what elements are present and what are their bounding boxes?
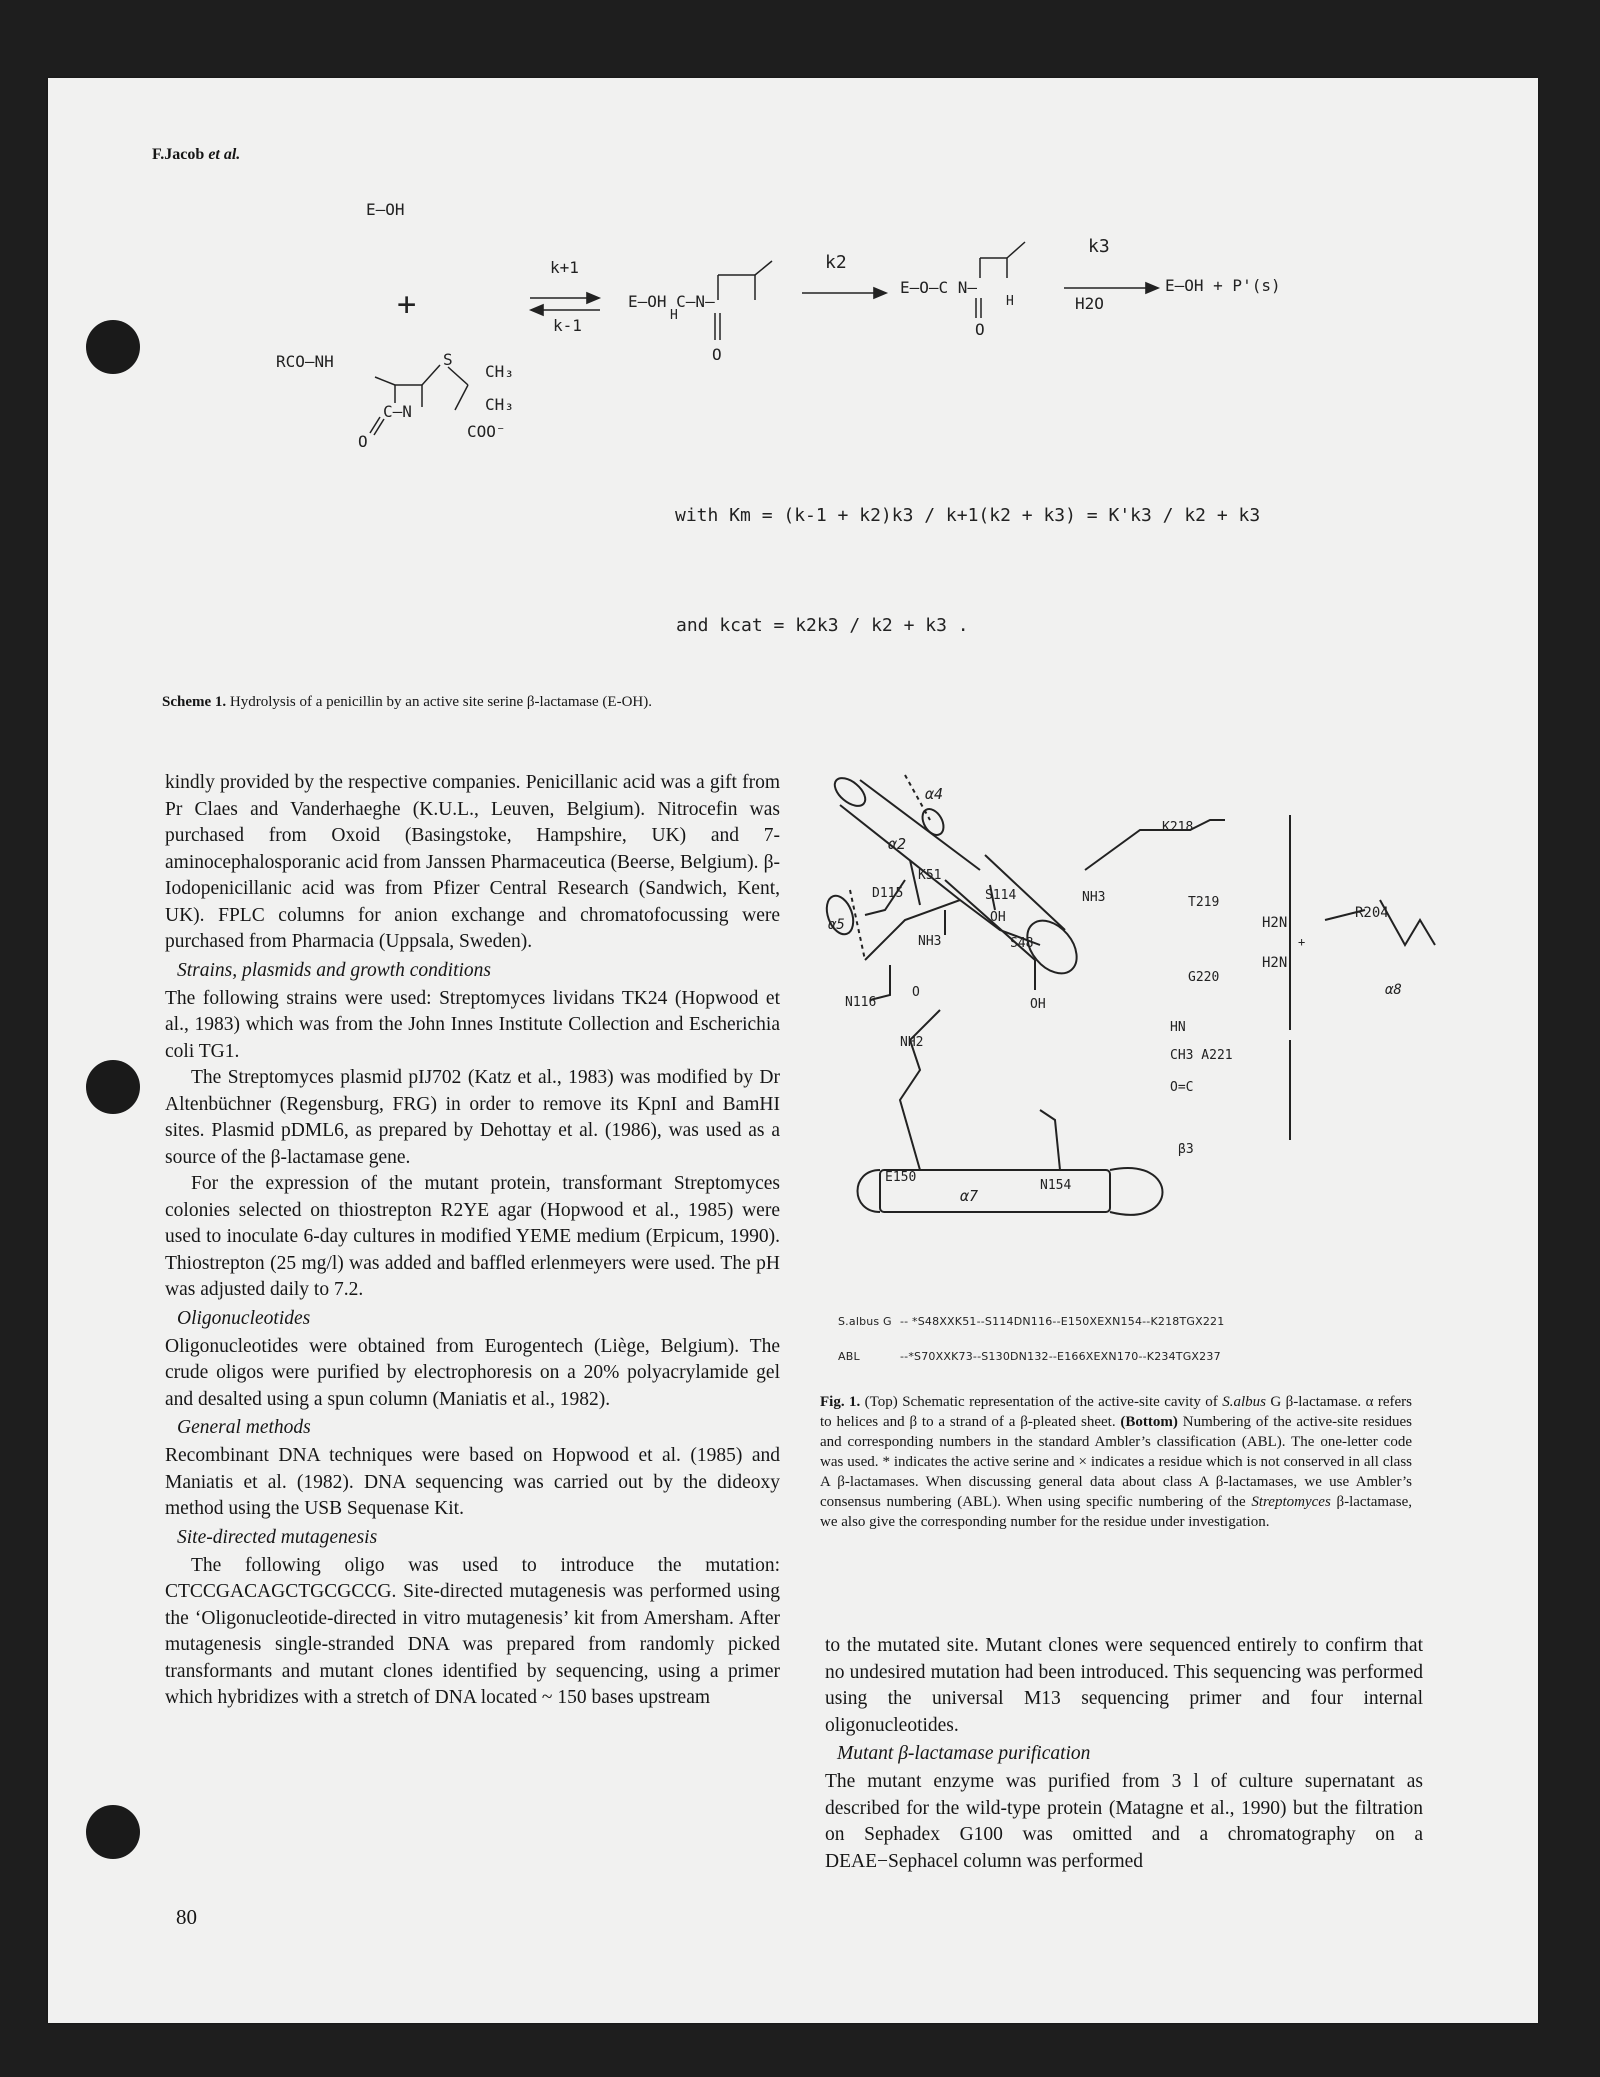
enzyme-label: E—OH — [366, 200, 405, 219]
fig-label-a4: α4 — [925, 785, 944, 803]
substrate-o: O — [358, 432, 368, 451]
paragraph: For the expression of the mutant protein, transformant Streptomyces colonies selected on thiostrepton R2YE agar (Hopwood et al., 1985) were used to inoculate 6-day cultures in modified YEME medium (Erpicum, 1990). Thiostrepton (25 mg/l) was added and baffled erlenmeyers were used. The pH was adjusted daily to 7.2. — [165, 1173, 780, 1300]
page-number: 80 — [176, 1905, 197, 1929]
seq-abl-label: ABL — [838, 1350, 860, 1363]
substrate-coo: COO⁻ — [467, 422, 506, 441]
active-site-schematic — [810, 760, 1440, 1230]
section-heading: Site-directed mutagenesis — [177, 1526, 378, 1548]
running-head: F.Jacob et al. — [152, 146, 241, 163]
complex-h: H — [670, 308, 678, 323]
fig-label-r204: R204 — [1355, 905, 1389, 921]
products-label: E—OH + P'(s) — [1165, 276, 1281, 295]
paragraph: The mutant enzyme was purified from 3 l of culture supernatant as described for the wild-type protein (Matagne et al., 1990) but the filtration on Sephadex G100 was omitted and a chromatography on a DEAE−Sephacel column was performed — [825, 1771, 1423, 1872]
water-label: H2O — [1075, 294, 1104, 313]
substrate-ring: C—N — [383, 402, 412, 421]
acyl-ring-bonds — [965, 240, 1045, 330]
paragraph: Recombinant DNA techniques were based on Hopwood et al. (1985) and Maniatis et al. (1982). DNA sequencing was carried out by the dideoxy method using the USB Sequenase Kit. — [165, 1445, 780, 1519]
fig-label-nh3b: NH3 — [1082, 890, 1106, 905]
section-heading: Mutant β-lactamase purification — [837, 1743, 1091, 1764]
punch-hole — [86, 1805, 140, 1859]
fig-label-d115: D115 — [872, 886, 904, 901]
seq-abl: --*S70XXK73--S130DN132--E166XEXN170--K234TGX237 — [900, 1350, 1221, 1363]
right-column — [825, 1633, 1423, 1875]
paragraph: The following strains were used: Streptomyces lividans TK24 (Hopwood et al., 1983) which was from the John Innes Institute Collection and Escherichia coli TG1. — [165, 987, 780, 1062]
seq-salbus: -- *S48XXK51--S114DN116--E150XEXN154--K218TGX221 — [900, 1315, 1225, 1328]
fig-label-nh3a: NH3 — [918, 934, 942, 949]
fig-label-nh2: NH2 — [900, 1035, 924, 1050]
fig-label-s114: S114 — [985, 888, 1017, 903]
paragraph: The Streptomyces plasmid pIJ702 (Katz et al., 1983) was modified by Dr Altenbüchner (Regensburg, FRG) in order to remove its KpnI and BamHI sites. Plasmid pDML6, as prepared by Dehottay et al. (1986), was used as a source of the β-lactamase gene. — [165, 1067, 780, 1168]
substrate-ch3a: CH₃ — [485, 362, 514, 381]
substrate-ch3b: CH₃ — [485, 395, 514, 414]
paragraph: The following oligo was used to introduce the mutation: CTCCGACAGCTGCGCCG. Site-directed mutagenesis was performed using the ‘Oligonucleotide-directed in vitro mutagenesis’ kit from Amersham. After mutagenesis single-stranded DNA was prepared from randomly picked transformants and mutant clones identified by sequencing, using a primer which hybridizes with a stretch of DNA located ~ 150 bases upstream — [165, 1554, 780, 1708]
fig-label-k51: K51 — [918, 868, 942, 883]
left-column — [165, 770, 780, 1712]
paragraph: to the mutated site. Mutant clones were sequenced entirely to confirm that no undesired mutation had been introduced. This sequencing was performed using the universal M13 sequencing primer and four internal oligonucleotides. — [825, 1635, 1423, 1736]
punch-hole — [86, 1060, 140, 1114]
fig-label-g220: G220 — [1188, 970, 1220, 985]
k2-arrow — [800, 283, 890, 303]
acyl-h: H — [1006, 294, 1014, 309]
k-minus1-label: k-1 — [553, 316, 582, 335]
paragraph: kindly provided by the respective companies. Penicillanic acid was a gift from Pr Claes and Vanderhaeghe (K.U.L., Leuven, Belgium). Nitrocefin was purchased from Oxoid (Basingstoke, Hampshire, UK) and 7-aminocephalosporanic acid from Janssen Pharmaceutica (Beerse, Belgium). β-Iodopenicillanic acid was from Pfizer Central Research (Sandwich, Kent, UK). FPLC columns for anion exchange and chromatofocussing were purchased from Pharmacia (Uppsala, Sweden). — [165, 772, 780, 952]
k2-label: k2 — [825, 252, 847, 273]
punch-hole — [86, 320, 140, 374]
kcat-equation: and kcat = k2k3 / k2 + k3 . — [676, 615, 969, 636]
acyl-o: O — [975, 320, 985, 339]
fig-label-h2n2: H2N — [1262, 955, 1288, 971]
penicillin-ring-bonds — [360, 355, 500, 445]
km-equation: with Km = (k-1 + k2)k3 / k+1(k2 + k3) = K'k3 / k2 + k3 — [675, 505, 1261, 526]
fig-label-oc: O=C — [1170, 1080, 1194, 1095]
fig-label-a5: α5 — [828, 917, 845, 933]
fig-label-h2n1: H2N — [1262, 915, 1288, 931]
scheme-caption: Scheme 1. Hydrolysis of a penicillin by an active site serine β-lactamase (E-OH). — [162, 694, 652, 710]
paragraph: Oligonucleotides were obtained from Eurogentech (Liège, Belgium). The crude oligos were purified by electrophoresis on a 20% polyacrylamide gel and desalted using a spun column (Maniatis et al., 1982). — [165, 1335, 780, 1410]
k-plus1-label: k+1 — [550, 258, 579, 277]
fig-label-n154: N154 — [1040, 1178, 1072, 1193]
figure-caption: Fig. 1. (Top) Schematic representation of the active-site cavity of S.albus G β-lactamase. α refers to helices and β to a strand of a β-pleated sheet. (Bottom) Numbering of the active-site residues and corresponding numbers in the standard Ambler’s classification (ABL). The one-letter code was used. * indicates the active serine and × indicates a residue which is not conserved in all class A β-lactamases. When discussing general data about class A β-lactamases, we use Ambler’s consensus numbering (ABL). When using specific numbering of the Streptomyces β-lactamase, we also give the corresponding number for the residue under investigation. — [820, 1394, 1412, 1530]
fig-label-o: O — [912, 985, 920, 1000]
fig-label-t219: T219 — [1188, 895, 1220, 910]
section-heading: Strains, plasmids and growth conditions — [177, 959, 492, 981]
fig-label-oh1: OH — [990, 910, 1006, 925]
section-heading: General methods — [177, 1417, 311, 1438]
fig-label-k218: K218 — [1162, 820, 1194, 835]
substrate-s: S — [443, 350, 453, 369]
fig-label-s48: S48 — [1010, 936, 1034, 951]
fig-label-a8: α8 — [1385, 982, 1402, 998]
k3-label: k3 — [1088, 236, 1110, 257]
complex-o: O — [712, 345, 722, 364]
fig-label-hn: HN — [1170, 1020, 1186, 1035]
section-heading: Oligonucleotides — [177, 1307, 311, 1329]
plus-sign: + — [397, 285, 417, 323]
fig-label-e150: E150 — [885, 1170, 917, 1185]
fig-label-a7: α7 — [960, 1187, 979, 1205]
fig-label-n116: N116 — [845, 995, 877, 1010]
substrate-rco: RCO—NH — [276, 352, 334, 371]
fig-label-plus: + — [1298, 935, 1306, 949]
acyl-enzyme: E—O—C N— — [900, 278, 978, 297]
fig-label-oh2: OH — [1030, 997, 1046, 1012]
seq-salbus-label: S.albus G — [838, 1315, 892, 1328]
fig-label-a2: α2 — [888, 835, 907, 853]
complex-ring-bonds — [700, 255, 780, 345]
michaelis-complex: E—OH C—N— — [628, 292, 715, 311]
fig-label-ch3a221: CH3 A221 — [1170, 1048, 1233, 1063]
fig-label-b3: β3 — [1178, 1142, 1194, 1157]
